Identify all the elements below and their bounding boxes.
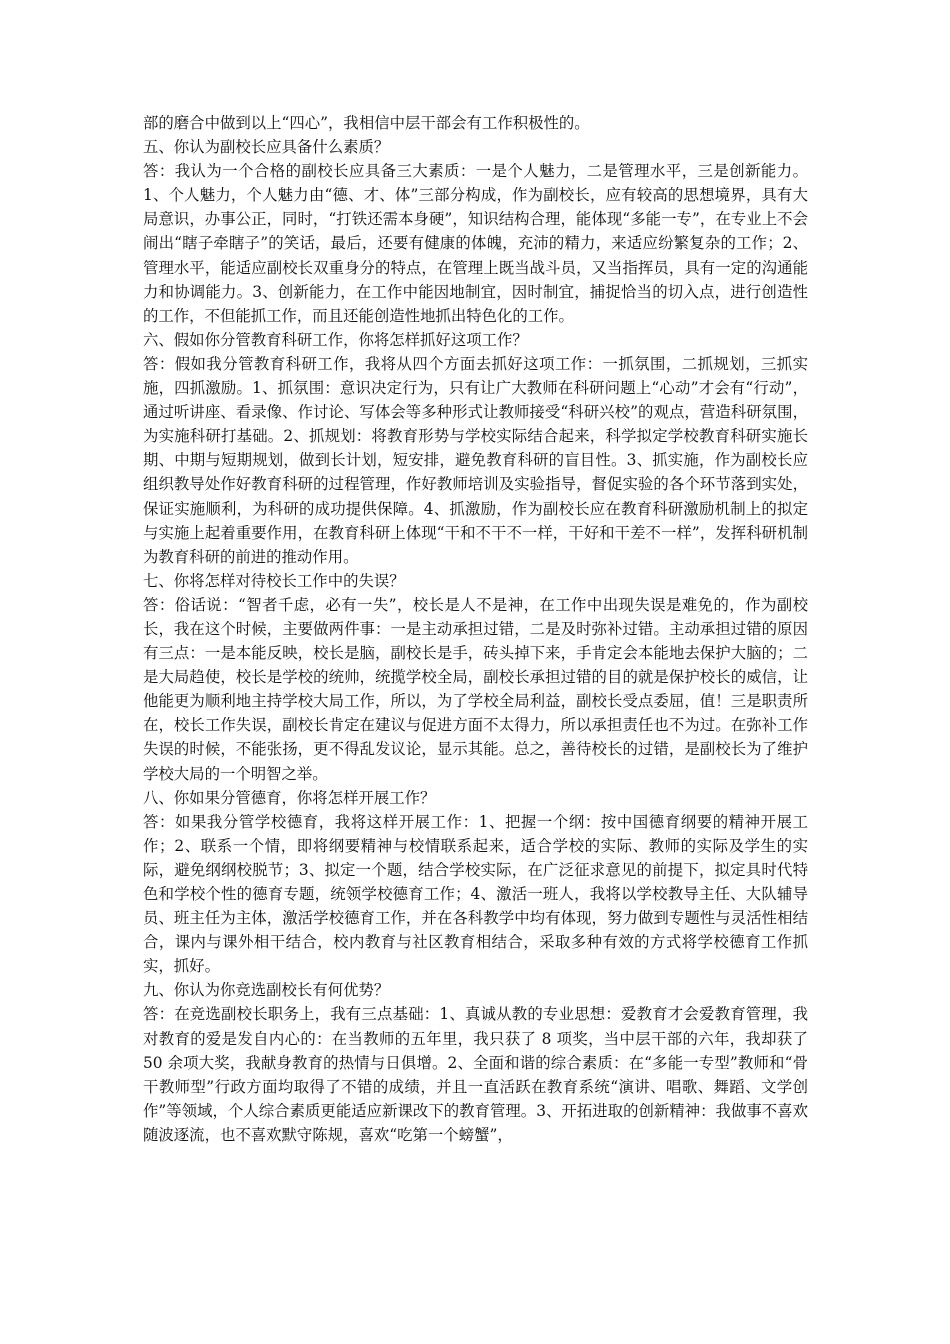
paragraph-continuation: 部的磨合中做到以上“四心”，我相信中层干部会有工作积极性的。	[143, 114, 590, 132]
question-9-heading: 九、你认为你竞选副校长有何优势？	[143, 981, 390, 1000]
answer-6-paragraph: 答：假如我分管教育科研工作，我将从四个方面去抓好这项工作：一抓氛围，二抓规划，三抓实施，四抓激励。1、抓氛围：意识决定行为，只有让广大教师在科研问题上“心动”才会有“行动”，通过听讲座、看录像、作讨论、写体会等多种形式让教师接受“科研兴校”的观点，营造科研氛围，为实施科研打基础。2、抓规划：将教育形势与学校实际结合起来，科学拟定学校教育科研实施长期、中期与短期规划，做到长计划，短安排，避免教育科研的盲目性。3、抓实施，作为副校长应组织教导处作好教育科研的过程管理，作好教师培训及实验指导，督促实验的各个环节落到实处，保证实施顺利，为科研的成功提供保障。4、抓激励，作为副校长应在教育科研激励机制上的拟定与实施上起着重要作用，在教育科研上体现“干和不干不一样，干好和干差不一样”，发挥科研机制为教育科研的前进的推动作用。	[143, 354, 808, 566]
question-6-heading: 六、假如你分管教育科研工作，你将怎样抓好这项工作？	[143, 330, 528, 349]
answer-5-paragraph: 答：我认为一个合格的副校长应具备三大素质：一是个人魅力，二是管理水平，三是创新能力。1、个人魅力，个人魅力由“德、才、体”三部分构成，作为副校长，应有较高的思想境界，具有大局意识，办事公正，同时，“打铁还需本身硬”，知识结构合理，能体现“多能一专”，在专业上不会闹出“瞎子牵瞎子”的笑话，最后，还要有健康的体魄，充沛的精力，来适应纷繁复杂的工作；2、管理水平，能适应副校长双重身分的特点，在管理上既当战斗员，又当指挥员，具有一定的沟通能力和协调能力。3、创新能力，在工作中能因地制宜，因时制宜，捕捉恰当的切入点，进行创造性的工作，不但能抓工作，而且还能创造性地抓出特色化的工作。	[143, 162, 808, 325]
question-5-heading: 五、你认为副校长应具备什么素质？	[143, 138, 390, 157]
question-8-heading: 八、你如果分管德育，你将怎样开展工作？	[143, 788, 436, 807]
answer-7-paragraph: 答：俗话说：“智者千虑，必有一失”，校长是人不是神，在工作中出现失误是难免的，作为副校长，我在这个时候，主要做两件事：一是主动承担过错，二是及时弥补过错。主动承担过错的原因有三点：一是本能反映，校长是脑，副校长是手，砖头掉下来，手肯定会本能地去保护大脑的；二是大局趋使，校长是学校的统帅，统揽学校全局，副校长承担过错的目的就是保护校长的威信，让他能更为顺利地主持学校大局工作，所以，为了学校全局利益，副校长受点委屈，值！三是职责所在，校长工作失误，副校长肯定在建议与促进方面不太得力，所以承担责任也不为过。在弥补工作失误的时候，不能张扬，更不得乱发议论，显示其能。总之，善待校长的过错，是副校长为了维护学校大局的一个明智之举。	[143, 595, 808, 783]
answer-8-paragraph: 答：如果我分管学校德育，我将这样开展工作：1、把握一个纲：按中国德育纲要的精神开展工作；2、联系一个情，即将纲要精神与校情联系起来，适合学校的实际、教师的实际及学生的实际，避免纲纲校脱节；3、拟定一个题，结合学校实际，在广泛征求意见的前提下，拟定具时代特色和学校个性的德育专题，统领学校德育工作；4、激活一班人，我将以学校教导主任、大队辅导员、班主任为主体，激活学校德育工作，并在各科教学中均有体现，努力做到专题性与灵活性相结合，课内与课外相干结合，校内教育与社区教育相结合，采取多种有效的方式将学校德育工作抓实，抓好。	[143, 812, 808, 976]
answer-9-paragraph: 答：在竞选副校长职务上，我有三点基础：1、真诚从教的专业思想：爱教育才会爱教育管理，我对教育的爱是发自内心的：在当教师的五年里，我只获了 8 项奖，当中层干部的六年，我却获了 50 余项大奖，我献身教育的热情与日俱增。2、全面和谐的综合素质：在“多能一专型”教师和“骨干教师型”行政方面均取得了不错的成绩，并且一直活跃在教育系统“演讲、唱歌、舞蹈、文学创作”等领域，个人综合素质更能适应新课改下的教育管理。3、开拓进取的创新精神：我做事不喜欢随波逐流，也不喜欢默守陈规，喜欢“吃第一个螃蟹”，	[143, 1005, 808, 1144]
question-7-heading: 七、你将怎样对待校长工作中的失误？	[143, 571, 405, 590]
document-body	[143, 111, 808, 1147]
